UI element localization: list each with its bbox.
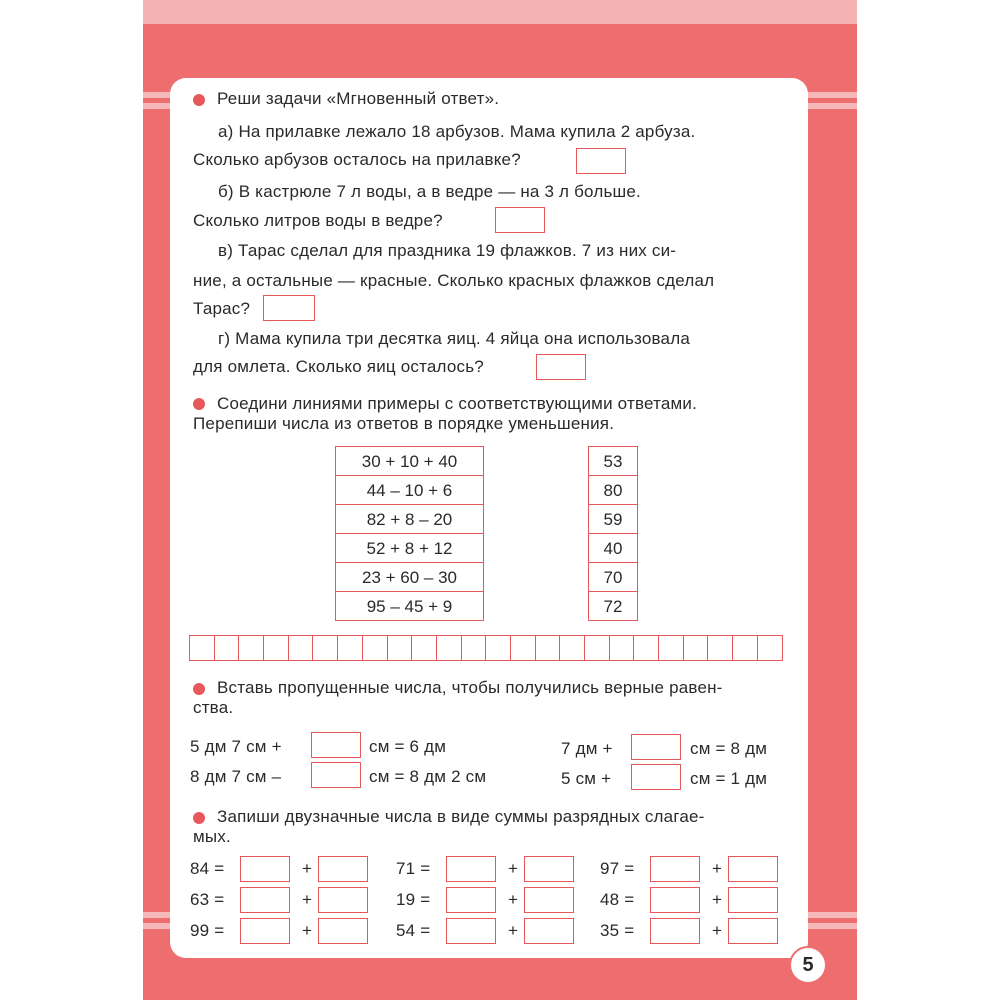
task1-b-line1: б) В кастрюле 7 л воды, а в ведре — на 3 л больше. xyxy=(218,182,641,201)
task1-b-line2: Сколько литров воды в ведре? xyxy=(193,211,443,230)
number-label: 48 = xyxy=(600,890,635,909)
answer-grid-cell[interactable] xyxy=(388,635,413,661)
answer-grid xyxy=(189,635,783,661)
tens-box[interactable] xyxy=(446,887,496,913)
example-cell[interactable]: 44 – 10 + 6 xyxy=(336,476,483,505)
answer-box-a[interactable] xyxy=(576,148,626,174)
units-box[interactable] xyxy=(524,887,574,913)
units-box[interactable] xyxy=(318,887,368,913)
answer-grid-cell[interactable] xyxy=(239,635,264,661)
answer-cell[interactable]: 53 xyxy=(589,447,637,476)
answer-cell[interactable]: 80 xyxy=(589,476,637,505)
answer-grid-cell[interactable] xyxy=(610,635,635,661)
task1-d-line2: для омлета. Сколько яиц осталось? xyxy=(193,357,484,376)
task-bullet-icon xyxy=(193,398,205,410)
answer-grid-cell[interactable] xyxy=(659,635,684,661)
answer-grid-cell[interactable] xyxy=(511,635,536,661)
task-bullet-icon xyxy=(193,812,205,824)
example-cell[interactable]: 95 – 45 + 9 xyxy=(336,592,483,621)
answer-box-b[interactable] xyxy=(495,207,545,233)
number-label: 54 = xyxy=(396,921,431,940)
units-box[interactable] xyxy=(524,856,574,882)
answer-grid-cell[interactable] xyxy=(264,635,289,661)
plus-sign: + xyxy=(712,921,723,940)
number-label: 35 = xyxy=(600,921,635,940)
answer-cell[interactable]: 70 xyxy=(589,563,637,592)
page-top-band xyxy=(143,0,857,24)
answer-grid-cell[interactable] xyxy=(313,635,338,661)
number-label: 97 = xyxy=(600,859,635,878)
task3-line2: ства. xyxy=(193,698,234,717)
answer-box-d[interactable] xyxy=(536,354,586,380)
answer-cell[interactable]: 72 xyxy=(589,592,637,621)
tens-box[interactable] xyxy=(650,887,700,913)
equation-2-left: 8 дм 7 см – xyxy=(190,767,282,786)
tens-box[interactable] xyxy=(240,918,290,944)
answer-grid-cell[interactable] xyxy=(215,635,240,661)
units-box[interactable] xyxy=(728,856,778,882)
examples-column xyxy=(335,446,484,621)
example-cell[interactable]: 82 + 8 – 20 xyxy=(336,505,483,534)
answer-cell[interactable]: 59 xyxy=(589,505,637,534)
equation-2-right: см = 8 дм 2 см xyxy=(369,767,487,786)
answer-box-c[interactable] xyxy=(263,295,315,321)
tens-box[interactable] xyxy=(240,856,290,882)
answer-grid-cell[interactable] xyxy=(536,635,561,661)
answer-grid-cell[interactable] xyxy=(363,635,388,661)
task1-c-line2: ние, а остальные — красные. Сколько красных флажков сделал xyxy=(193,271,715,290)
task2-line2: Перепиши числа из ответов в порядке уменьшения. xyxy=(193,414,615,433)
number-label: 63 = xyxy=(190,890,225,909)
plus-sign: + xyxy=(508,921,519,940)
number-label: 84 = xyxy=(190,859,225,878)
answers-column xyxy=(588,446,638,621)
equation-3-box[interactable] xyxy=(631,734,681,760)
answer-grid-cell[interactable] xyxy=(708,635,733,661)
number-label: 71 = xyxy=(396,859,431,878)
answer-grid-cell[interactable] xyxy=(733,635,758,661)
plus-sign: + xyxy=(302,890,313,909)
plus-sign: + xyxy=(302,921,313,940)
equation-4-right: см = 1 дм xyxy=(690,769,768,788)
answer-grid-cell[interactable] xyxy=(289,635,314,661)
equation-2-box[interactable] xyxy=(311,762,361,788)
answer-grid-cell[interactable] xyxy=(462,635,487,661)
answer-cell[interactable]: 40 xyxy=(589,534,637,563)
tens-box[interactable] xyxy=(650,918,700,944)
tens-box[interactable] xyxy=(446,856,496,882)
answer-grid-cell[interactable] xyxy=(560,635,585,661)
tens-box[interactable] xyxy=(240,887,290,913)
answer-grid-cell[interactable] xyxy=(486,635,511,661)
answer-grid-cell[interactable] xyxy=(190,635,215,661)
example-cell[interactable]: 30 + 10 + 40 xyxy=(336,447,483,476)
equation-4-left: 5 см + xyxy=(561,769,612,788)
equation-1-left: 5 дм 7 см + xyxy=(190,737,282,756)
number-label: 99 = xyxy=(190,921,225,940)
example-cell[interactable]: 52 + 8 + 12 xyxy=(336,534,483,563)
task3-line1: Вставь пропущенные числа, чтобы получились верные равен- xyxy=(217,678,723,697)
equation-3-left: 7 дм + xyxy=(561,739,613,758)
task1-a-line1: а) На прилавке лежало 18 арбузов. Мама купила 2 арбуза. xyxy=(218,122,696,141)
units-box[interactable] xyxy=(524,918,574,944)
plus-sign: + xyxy=(302,859,313,878)
plus-sign: + xyxy=(712,859,723,878)
units-box[interactable] xyxy=(318,918,368,944)
task1-d-line1: г) Мама купила три десятка яиц. 4 яйца она использовала xyxy=(218,329,690,348)
answer-grid-cell[interactable] xyxy=(758,635,783,661)
answer-grid-cell[interactable] xyxy=(585,635,610,661)
answer-grid-cell[interactable] xyxy=(338,635,363,661)
answer-grid-cell[interactable] xyxy=(634,635,659,661)
task-bullet-icon xyxy=(193,94,205,106)
equation-4-box[interactable] xyxy=(631,764,681,790)
task1-title: Реши задачи «Мгновенный ответ». xyxy=(217,89,500,108)
plus-sign: + xyxy=(712,890,723,909)
example-cell[interactable]: 23 + 60 – 30 xyxy=(336,563,483,592)
equation-1-right: см = 6 дм xyxy=(369,737,447,756)
number-label: 19 = xyxy=(396,890,431,909)
tens-box[interactable] xyxy=(650,856,700,882)
task2-line1: Соедини линиями примеры с соответствующими ответами. xyxy=(217,394,698,413)
answer-grid-cell[interactable] xyxy=(412,635,437,661)
tens-box[interactable] xyxy=(446,918,496,944)
task1-c-line3: Тарас? xyxy=(193,299,251,318)
task1-c-line1: в) Тарас сделал для праздника 19 флажков. 7 из них си- xyxy=(218,241,677,260)
equation-1-box[interactable] xyxy=(311,732,361,758)
plus-sign: + xyxy=(508,859,519,878)
units-box[interactable] xyxy=(318,856,368,882)
answer-grid-cell[interactable] xyxy=(684,635,709,661)
units-box[interactable] xyxy=(728,918,778,944)
plus-sign: + xyxy=(508,890,519,909)
task4-line1: Запиши двузначные числа в виде суммы разрядных слагае- xyxy=(217,807,705,826)
units-box[interactable] xyxy=(728,887,778,913)
answer-grid-cell[interactable] xyxy=(437,635,462,661)
page-number: 5 xyxy=(789,946,827,984)
task4-line2: мых. xyxy=(193,827,231,846)
task1-a-line2: Сколько арбузов осталось на прилавке? xyxy=(193,150,521,169)
task-bullet-icon xyxy=(193,683,205,695)
equation-3-right: см = 8 дм xyxy=(690,739,768,758)
